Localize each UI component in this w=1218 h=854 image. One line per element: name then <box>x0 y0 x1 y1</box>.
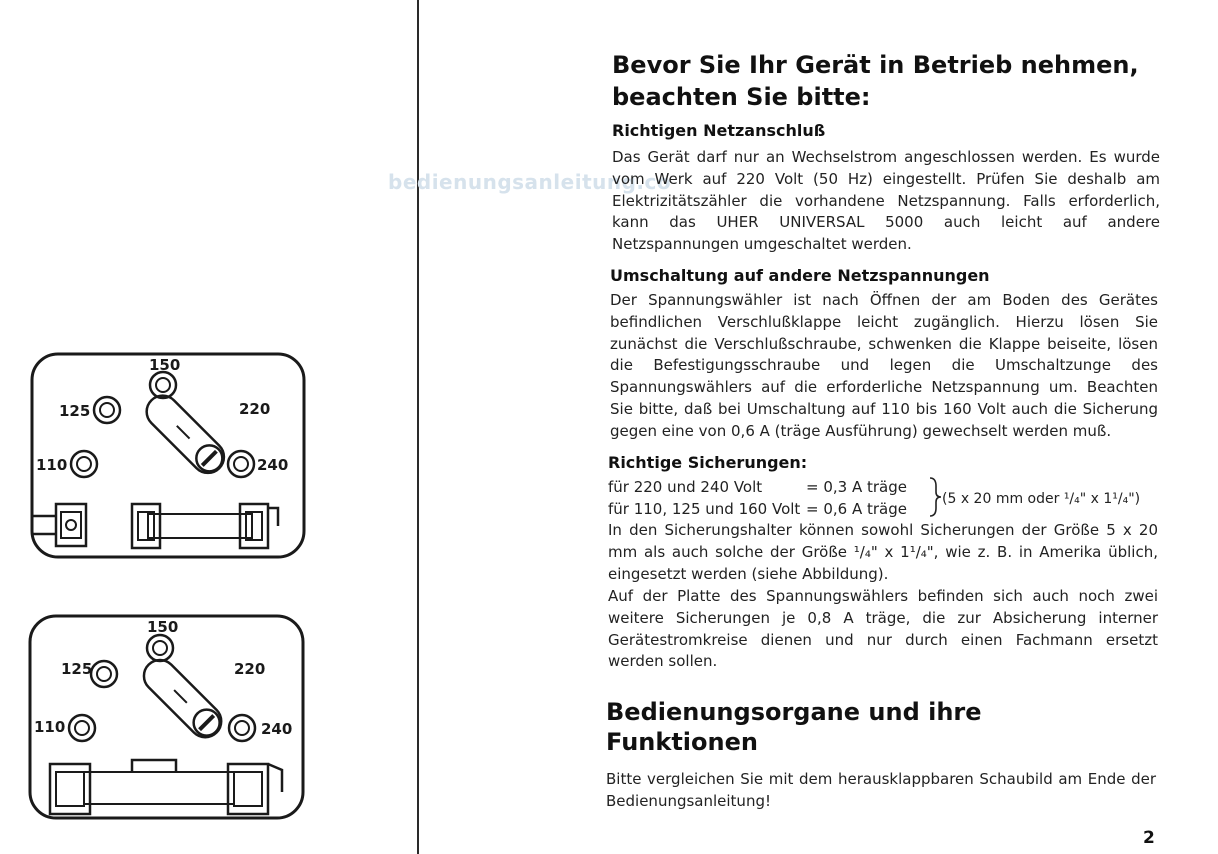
fuse-row-1-value: = 0,3 A träge <box>806 478 907 496</box>
label-125: 125 <box>59 402 91 420</box>
voltage-selector-diagram-top <box>28 350 310 564</box>
terminal-240-icon <box>228 451 254 477</box>
label-150: 150 <box>147 618 179 636</box>
terminal-150-icon <box>150 372 176 398</box>
subheading-netzanschluss: Richtigen Netzanschluß <box>612 121 826 140</box>
label-125: 125 <box>61 660 93 678</box>
label-220: 220 <box>239 400 271 418</box>
paragraph-sicherungshalter: In den Sicherungshalter können sowohl Sicherungen der Größe 5 x 20 mm als auch solche der Größe ¹/₄" x 1¹/₄", wie z. B. in Amerika üblich, eingesetzt werden (siehe Abbildung). <box>608 521 1158 583</box>
paragraph-umschaltung: Der Spannungswähler ist nach Öffnen der am Boden des Gerätes befindlichen Verschlußklappe leicht zugänglich. Hierzu lösen Sie zunächst die Verschlußschraube, schwenken die Klappe beiseite, lösen die Befestigungsschraube und legen die Umschaltzunge des Spannungswählers auf die erforderliche Netzspannung um. Beachten Sie bitte, daß bei Umschaltung auf 110 bis 160 Volt auch die Sicherung gegen eine von 0,6 A (träge Ausführung) gewechselt werden muß. <box>610 291 1158 440</box>
brace-icon <box>926 476 942 522</box>
label-220: 220 <box>234 660 266 678</box>
section2-heading-line-2: Funktionen <box>606 728 758 756</box>
label-240: 240 <box>261 720 293 738</box>
terminal-240-icon <box>229 715 255 741</box>
fuse-icon <box>132 504 278 548</box>
label-110: 110 <box>34 718 66 736</box>
voltage-selector-diagram-bottom <box>26 612 308 824</box>
selector-tongue-icon <box>137 653 228 744</box>
subheading-umschaltung: Umschaltung auf andere Netzspannungen <box>610 266 990 285</box>
watermark: bedienungsanleitung.co <box>388 170 672 194</box>
paragraph-weitere-sicherungen: Auf der Platte des Spannungswählers befinden sich auch noch zwei weitere Sicherungen je 0,8 A träge, die zur Absicherung interner Gerätestromkreise dienen und nur durch einen Fachmann ersetzt werden sollen. <box>608 587 1158 671</box>
fuse-row-2-label: für 110, 125 und 160 Volt <box>608 500 801 518</box>
paragraph-netzanschluss: Das Gerät darf nur an Wechselstrom angeschlossen werden. Es wurde vom Werk auf 220 Volt (50 Hz) eingestellt. Prüfen Sie deshalb am Elektrizitätszähler die vorhandene Netzspannung. Falls erforderlich, kann das UHER UNIVERSAL 5000 auch leicht auf andere Netzspannungen umgeschaltet werden. <box>612 148 1160 254</box>
terminal-125-icon <box>91 661 117 687</box>
paragraph-bedienungsorgane: Bitte vergleichen Sie mit dem herausklappbaren Schaubild am Ende der Bedienungsanleitung! <box>606 770 1156 810</box>
terminal-125-icon <box>94 397 120 423</box>
fuse-icon <box>50 760 282 814</box>
label-110: 110 <box>36 456 68 474</box>
terminal-110-icon <box>71 451 97 477</box>
terminal-150-icon <box>147 635 173 661</box>
terminal-110-icon <box>69 715 95 741</box>
label-240: 240 <box>257 456 289 474</box>
fuse-size-note: (5 x 20 mm oder ¹/₄" x 1¹/₄") <box>942 491 1141 507</box>
fuse-row-1-label: für 220 und 240 Volt <box>608 478 763 496</box>
subheading-sicherungen: Richtige Sicherungen: <box>608 453 808 472</box>
selector-tongue-icon <box>140 389 231 480</box>
fuse-row-2-value: = 0,6 A träge <box>806 500 907 518</box>
section-heading-line-1: Bevor Sie Ihr Gerät in Betrieb nehmen, <box>612 51 1139 79</box>
section2-heading-line-1: Bedienungsorgane und ihre <box>606 698 982 726</box>
page-number: 2 <box>1143 828 1155 848</box>
label-150: 150 <box>149 356 181 374</box>
small-fuse-holder-icon <box>32 504 86 546</box>
section-heading-line-2: beachten Sie bitte: <box>612 83 871 111</box>
page-divider <box>417 0 419 854</box>
